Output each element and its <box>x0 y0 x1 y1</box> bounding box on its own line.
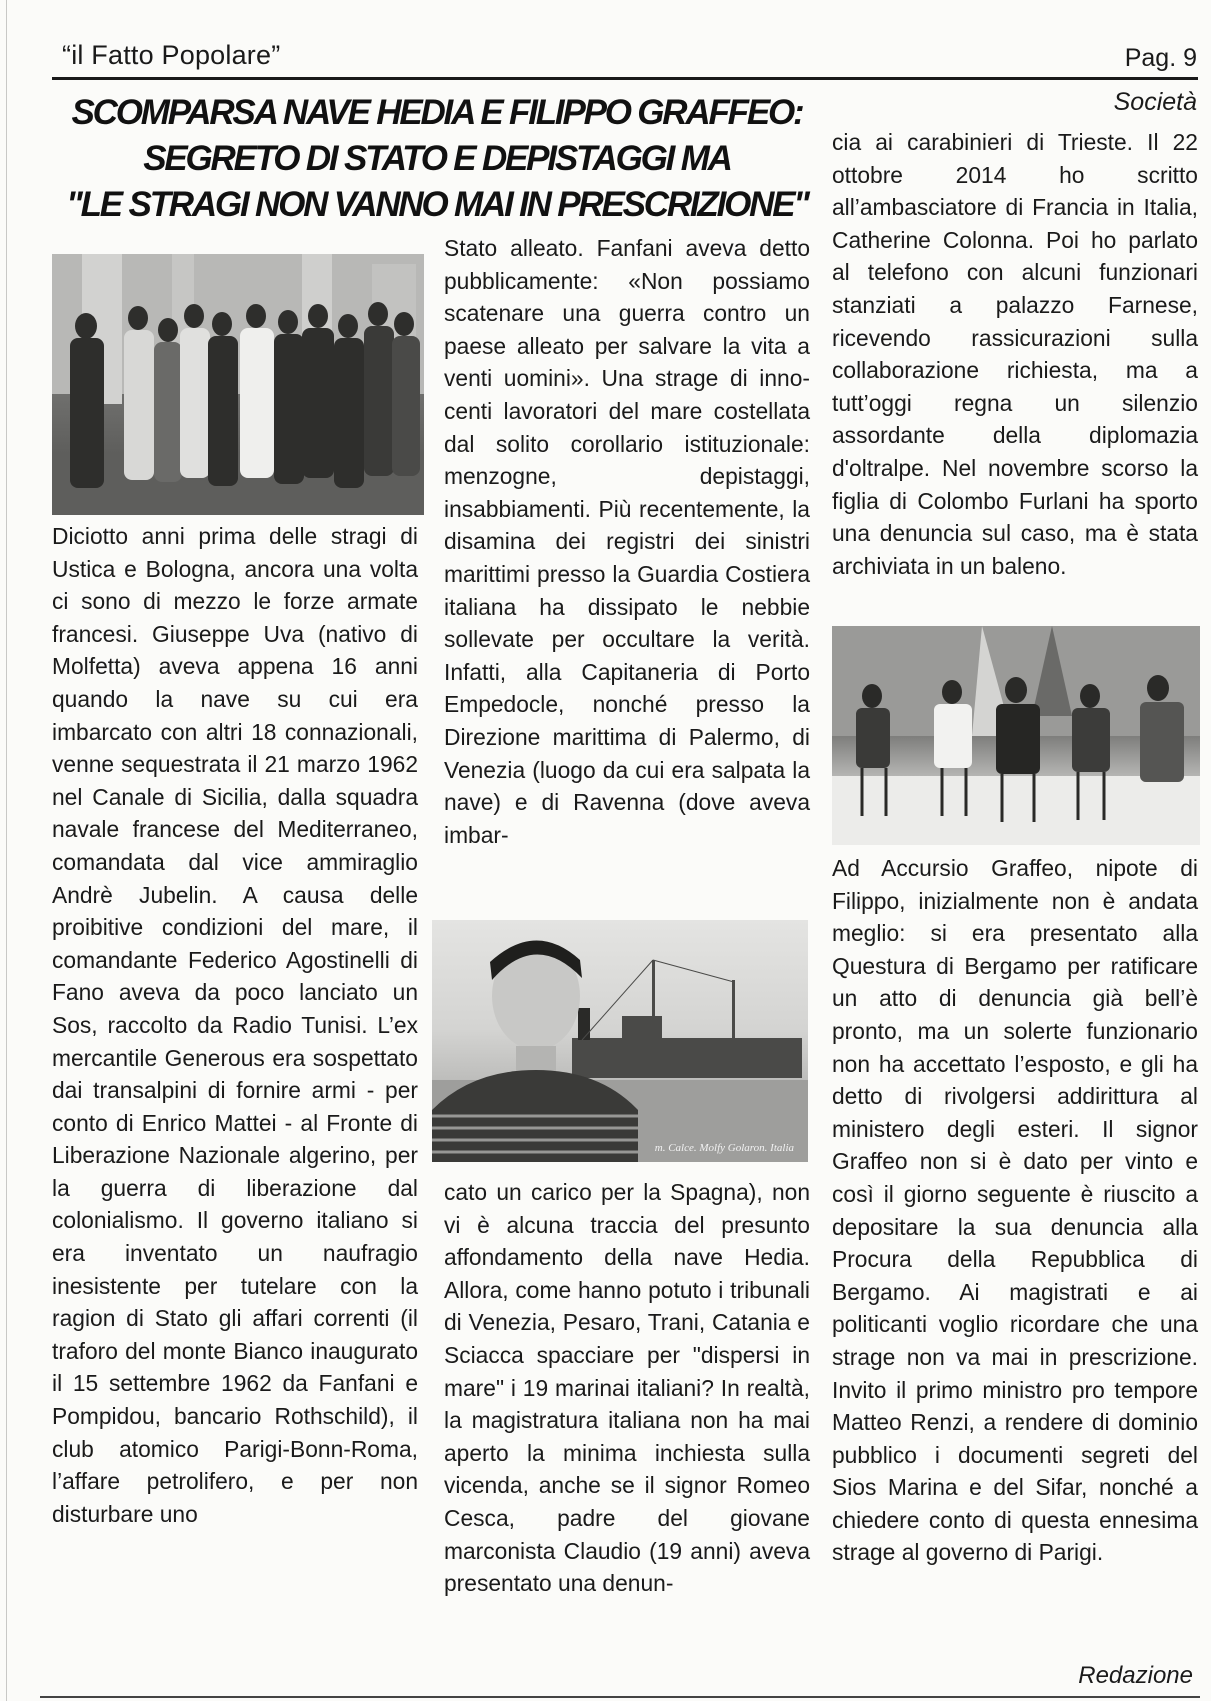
article-column-2-top <box>444 232 810 851</box>
headline-line-1: SCOMPARSA NAVE HEDIA E FILIPPO GRAFFEO: <box>71 93 803 132</box>
headline-line-3: "LE STRAGI NON VANNO MAI IN PRESCRIZIONE" <box>66 185 808 224</box>
column-1-text: Diciotto anni prima delle stragi di Ustica e Bologna, ancora una volta ci sono di mezzo le forze armate francesi. Giuseppe Uva (nativo di Molfetta) aveva appena 16 anni quando la nave su cui era imbarcato con altri 18 connazionali, venne sequestrata il 21 marzo 1962 nel Canale di Sicilia, dalla squadra navale francese del Mediterraneo, comandata dal vice ammiraglio Andrè Jubelin. A causa delle proibitive condizioni del mare, il comandante Federico Agostinelli di Fano aveva da poco lanciato un Sos, raccolto da Radio Tunisi. L’ex mercantile Generous era sospettato dai transalpini di fornire armi - per conto di Enrico Mattei - al Fronte di Liberazione Nazionale algerino, per la guerra di liberazione dal colonialismo. Il governo italiano si era inventato un naufragio inesistente per tutelare con la ragion di Stato gli affari correnti (il traforo del monte Bianco inaugurato il 15 settembre 1962 da Fanfani e Pompidou, bancario Rothschild), il club atomico Parigi-Bonn-Roma, l’affare petrolifero, e per non disturbare uno <box>52 523 418 1527</box>
page-number: Pag. 9 <box>1124 44 1197 72</box>
article-headline <box>52 90 822 228</box>
scan-edge-line <box>6 0 7 1701</box>
article-credit: Redazione <box>1078 1662 1193 1689</box>
headline-line-2: SEGRETO DI STATO E DEPISTAGGI MA <box>143 139 731 178</box>
article-column-1 <box>52 520 418 1530</box>
section-label: Società <box>1113 88 1197 116</box>
panel-discussion-photo <box>832 626 1200 845</box>
panel-photo-image <box>832 626 1200 845</box>
portrait-photo <box>432 920 808 1162</box>
publication-name: “il Fatto Popolare” <box>62 40 281 70</box>
column-2-top-text: Stato alleato. Fanfani aveva detto pubblicamente: «Non possiamo scatenare una guerra contro un paese alleato per salvare la vita a venti uomini». Una strage di innocenti lavoratori del mare costellata dal solito corollario istituzionale: menzogne, depistaggi, insabbiamenti. Più recentemente, la disamina dei registri dei sinistri marittimi presso la Guardia Costiera italiana ha dissipato le nebbie sollevate per occultare la verità. Infatti, alla Capitaneria di Porto Empedocle, nonché presso la Direzione marittima di Palermo, di Venezia (luogo da cui era salpata la nave) e di Ravenna (dove aveva imbar- <box>444 235 810 848</box>
column-2-bottom-text: cato un carico per la Spagna), non vi è alcuna traccia del presunto affondamento della nave Hedia. Allora, come hanno potuto i tribunali di Venezia, Pesaro, Trani, Catania e Sciacca spacciare per "dispersi in mare" i 19 marinai italiani? In realtà, la magistratura italiana non ha mai aperto la minima inchiesta sulla vicenda, anche se il signor Romeo Cesca, padre del giovane marconista Claudio (19 anni) aveva presentato una denun- <box>444 1179 810 1597</box>
group-photo <box>52 254 424 515</box>
column-3-top-text: cia ai carabinieri di Trieste. Il 22 ottobre 2014 ho scritto all’ambasciatore di Francia in Italia, Catherine Colonna. Poi ho parlato al telefono con alcuni funzionari stanziati a palazzo Farnese, ricevendo rassicurazioni sulla collaborazione richiesta, ma a tutt’oggi regna un silenzio assordante della diplomazia d'oltralpe. Nel novembre scorso la figlia di Colombo Furlani ha sporto una denuncia sul caso, ma è stata archiviata in un baleno. <box>832 129 1198 579</box>
article-column-2-bottom <box>444 1176 810 1600</box>
portrait-photo-image <box>432 920 808 1162</box>
article-column-3-bottom <box>832 852 1198 1569</box>
footer-divider <box>40 1696 1200 1698</box>
group-photo-image <box>52 254 424 515</box>
portrait-photo-caption: m. Calce. Molfy Golaron. Italia <box>654 1142 794 1154</box>
header-divider <box>52 77 1198 80</box>
article-column-3-top <box>832 126 1198 582</box>
column-3-bottom-text: Ad Accursio Graffeo, nipote di Filippo, inizialmente non è andata meglio: si era presentato alla Questura di Bergamo per ratificare un atto di denuncia già bell’è pronto, ma un solerte funzionario non ha accettato l’esposto, e gli ha detto di rivolgersi addirittura al ministero degli esteri. Il signor Graffeo non si è dato per vinto e così il giorno seguente è riuscito a depositare la sua denuncia alla Procura della Repubblica di Bergamo. Ai magistrati e ai politicanti voglio ricordare che una strage non va mai in prescrizione. Invito il primo ministro pro tempore Matteo Renzi, a rendere di dominio pubblico i documenti segreti del Sios Marina e del Sifar, nonché a chiedere conto di questa ennesima strage al governo di Parigi. <box>832 855 1198 1566</box>
